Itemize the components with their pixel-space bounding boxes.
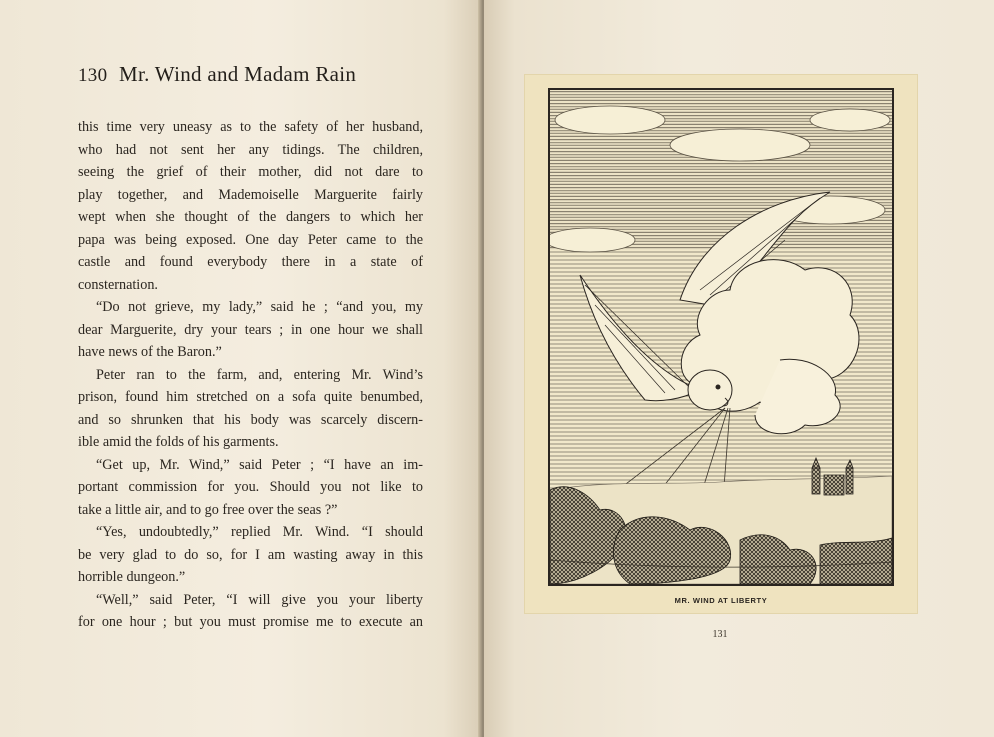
text-line: “Do not grieve, my lady,” said he ; “and you, my	[96, 299, 423, 315]
text-line: have news of the Baron.”	[78, 344, 222, 360]
running-title: Mr. Wind and Madam Rain	[118, 62, 357, 86]
right-page-number: 131	[712, 629, 728, 640]
text-line: “Yes, undoubtedly,” replied Mr. Wind. “I should	[96, 524, 423, 540]
text-line: seeing the grief of their mother, did not dare to	[78, 164, 423, 180]
text-line: ible amid the folds of his garments.	[78, 434, 279, 450]
text-line: “Well,” said Peter, “I will give you your liberty	[96, 591, 423, 608]
text-line: portant commission for you. Should you not like to	[78, 479, 423, 495]
text-line: horrible dungeon.”	[78, 569, 186, 585]
text-line: wept when she thought of the dangers to which her	[78, 209, 423, 225]
engraving-illustration	[548, 88, 894, 586]
text-line: be very glad to do so, for I am wasting away in this	[78, 546, 423, 563]
illustration-caption: MR. WIND AT LIBERTY	[674, 596, 768, 605]
text-line: consternation.	[78, 276, 158, 293]
text-line: and so shrunken that his body was scarcely discern-	[78, 411, 423, 428]
left-page-number: 130	[78, 65, 108, 86]
left-page	[0, 0, 482, 737]
text-line: dear Marguerite, dry your tears ; in one hour we shall	[78, 321, 423, 338]
text-line: prison, found him stretched on a sofa quite benumbed,	[78, 389, 423, 405]
illustration-plate	[524, 74, 918, 614]
running-head	[78, 62, 438, 87]
text-line: “Get up, Mr. Wind,” said Peter ; “I have an im-	[96, 456, 423, 473]
text-line: take a little air, and to go free over the seas ?”	[78, 501, 338, 518]
body-text	[78, 116, 423, 634]
text-line: who had not sent her any tidings. The children,	[78, 141, 423, 158]
text-line: papa was being exposed. One day Peter came to the	[78, 231, 423, 248]
text-line: castle and found everybody there in a state of	[78, 254, 423, 270]
text-line: for one hour ; but you must promise me to execute an	[78, 614, 423, 630]
text-line: Peter ran to the farm, and, entering Mr. Wind’s	[96, 366, 423, 383]
text-line: play together, and Mademoiselle Marguerite fairly	[78, 186, 423, 203]
text-line: this time very uneasy as to the safety of her husband,	[78, 119, 423, 135]
